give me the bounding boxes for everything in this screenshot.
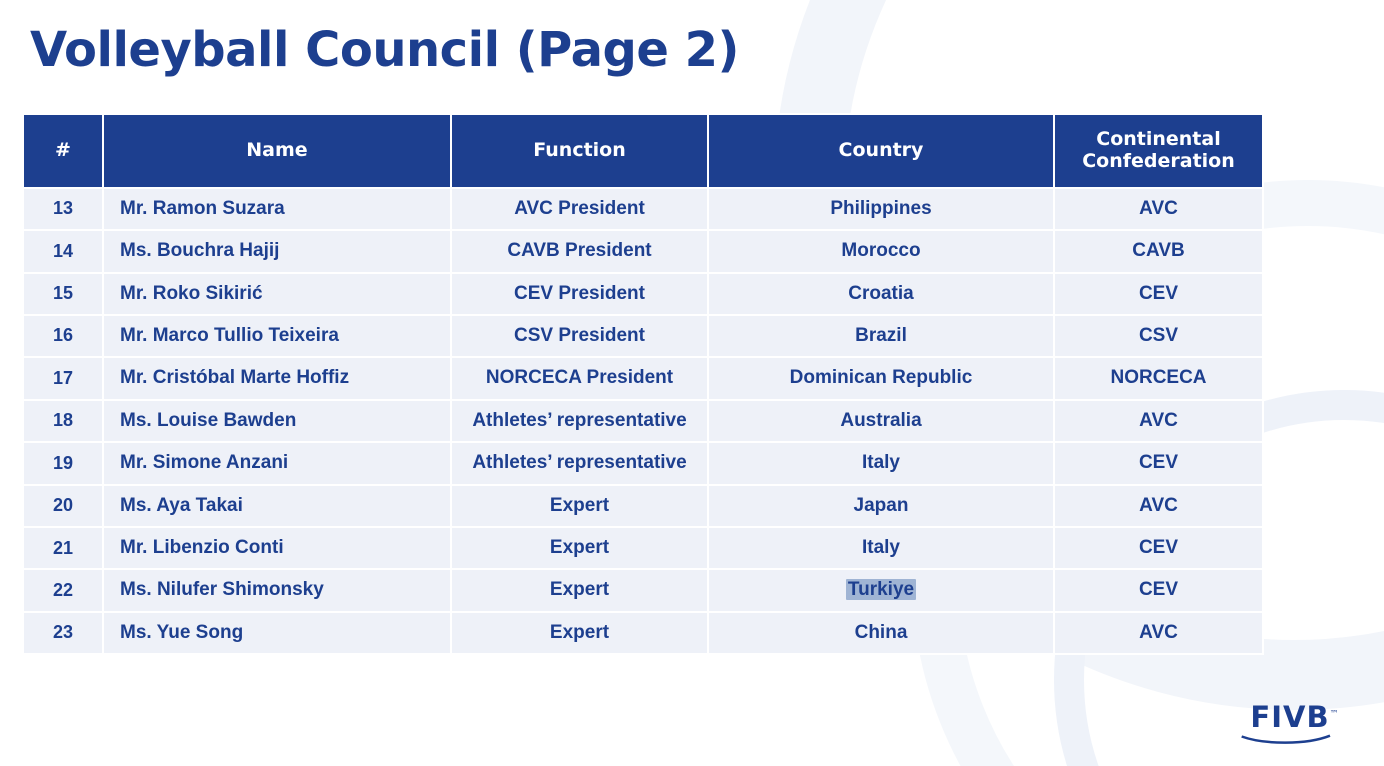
cell-confederation: AVC: [1054, 485, 1263, 527]
cell-function: Expert: [451, 569, 708, 611]
cell-country: China: [708, 612, 1054, 654]
cell-country: Italy: [708, 527, 1054, 569]
column-header-confederation: Continental Confederation: [1054, 114, 1263, 188]
cell-function: Expert: [451, 612, 708, 654]
table-row: [23, 569, 1263, 611]
cell-country: Philippines: [708, 188, 1054, 230]
cell-number: 23: [23, 612, 103, 654]
table-body: [23, 188, 1263, 654]
cell-country: Japan: [708, 485, 1054, 527]
cell-function: AVC President: [451, 188, 708, 230]
cell-country: [708, 569, 1054, 611]
cell-name: Mr. Roko Sikirić: [103, 273, 451, 315]
cell-confederation: AVC: [1054, 188, 1263, 230]
column-header-country: Country: [708, 114, 1054, 188]
table-header-row: [23, 114, 1263, 188]
cell-confederation: CEV: [1054, 273, 1263, 315]
cell-confederation: CSV: [1054, 315, 1263, 357]
table-row: [23, 188, 1263, 230]
cell-country: Australia: [708, 400, 1054, 442]
cell-function: Athletes’ representative: [451, 400, 708, 442]
fivb-logo: [1240, 700, 1350, 744]
cell-number: 13: [23, 188, 103, 230]
cell-function: CSV President: [451, 315, 708, 357]
cell-number: 14: [23, 230, 103, 272]
highlighted-text: Turkiye: [847, 579, 915, 601]
cell-confederation: AVC: [1054, 400, 1263, 442]
cell-function: Athletes’ representative: [451, 442, 708, 484]
table-row: [23, 230, 1263, 272]
column-header-number: #: [23, 114, 103, 188]
cell-country: Brazil: [708, 315, 1054, 357]
cell-name: Mr. Libenzio Conti: [103, 527, 451, 569]
cell-name: Mr. Simone Anzani: [103, 442, 451, 484]
cell-country: Dominican Republic: [708, 357, 1054, 399]
table-row: [23, 400, 1263, 442]
table-row: [23, 612, 1263, 654]
cell-number: 22: [23, 569, 103, 611]
cell-name: Mr. Ramon Suzara: [103, 188, 451, 230]
cell-function: CEV President: [451, 273, 708, 315]
cell-confederation: NORCECA: [1054, 357, 1263, 399]
cell-confederation: CEV: [1054, 527, 1263, 569]
table-row: [23, 442, 1263, 484]
table-row: [23, 357, 1263, 399]
cell-confederation: CEV: [1054, 569, 1263, 611]
cell-name: Mr. Cristóbal Marte Hoffiz: [103, 357, 451, 399]
table-row: [23, 273, 1263, 315]
cell-country: Morocco: [708, 230, 1054, 272]
table-row: [23, 315, 1263, 357]
table-row: [23, 527, 1263, 569]
column-header-name: Name: [103, 114, 451, 188]
cell-confederation: CAVB: [1054, 230, 1263, 272]
page-title: Volleyball Council (Page 2): [30, 22, 739, 78]
fivb-logo-text: FIVB: [1250, 700, 1330, 734]
cell-number: 19: [23, 442, 103, 484]
volleyball-council-table: [22, 113, 1264, 655]
cell-function: Expert: [451, 485, 708, 527]
cell-number: 17: [23, 357, 103, 399]
cell-country: Croatia: [708, 273, 1054, 315]
cell-number: 18: [23, 400, 103, 442]
cell-country: Italy: [708, 442, 1054, 484]
cell-name: Ms. Louise Bawden: [103, 400, 451, 442]
cell-function: CAVB President: [451, 230, 708, 272]
cell-confederation: AVC: [1054, 612, 1263, 654]
cell-name: Ms. Nilufer Shimonsky: [103, 569, 451, 611]
cell-number: 21: [23, 527, 103, 569]
cell-number: 16: [23, 315, 103, 357]
cell-name: Ms. Aya Takai: [103, 485, 451, 527]
table-row: [23, 485, 1263, 527]
cell-confederation: CEV: [1054, 442, 1263, 484]
cell-function: Expert: [451, 527, 708, 569]
cell-function: NORCECA President: [451, 357, 708, 399]
cell-number: 15: [23, 273, 103, 315]
fivb-logo-underline-icon: [1240, 734, 1332, 744]
cell-number: 20: [23, 485, 103, 527]
trademark-symbol: ™: [1329, 709, 1340, 720]
cell-name: Mr. Marco Tullio Teixeira: [103, 315, 451, 357]
cell-name: Ms. Bouchra Hajij: [103, 230, 451, 272]
column-header-function: Function: [451, 114, 708, 188]
cell-name: Ms. Yue Song: [103, 612, 451, 654]
